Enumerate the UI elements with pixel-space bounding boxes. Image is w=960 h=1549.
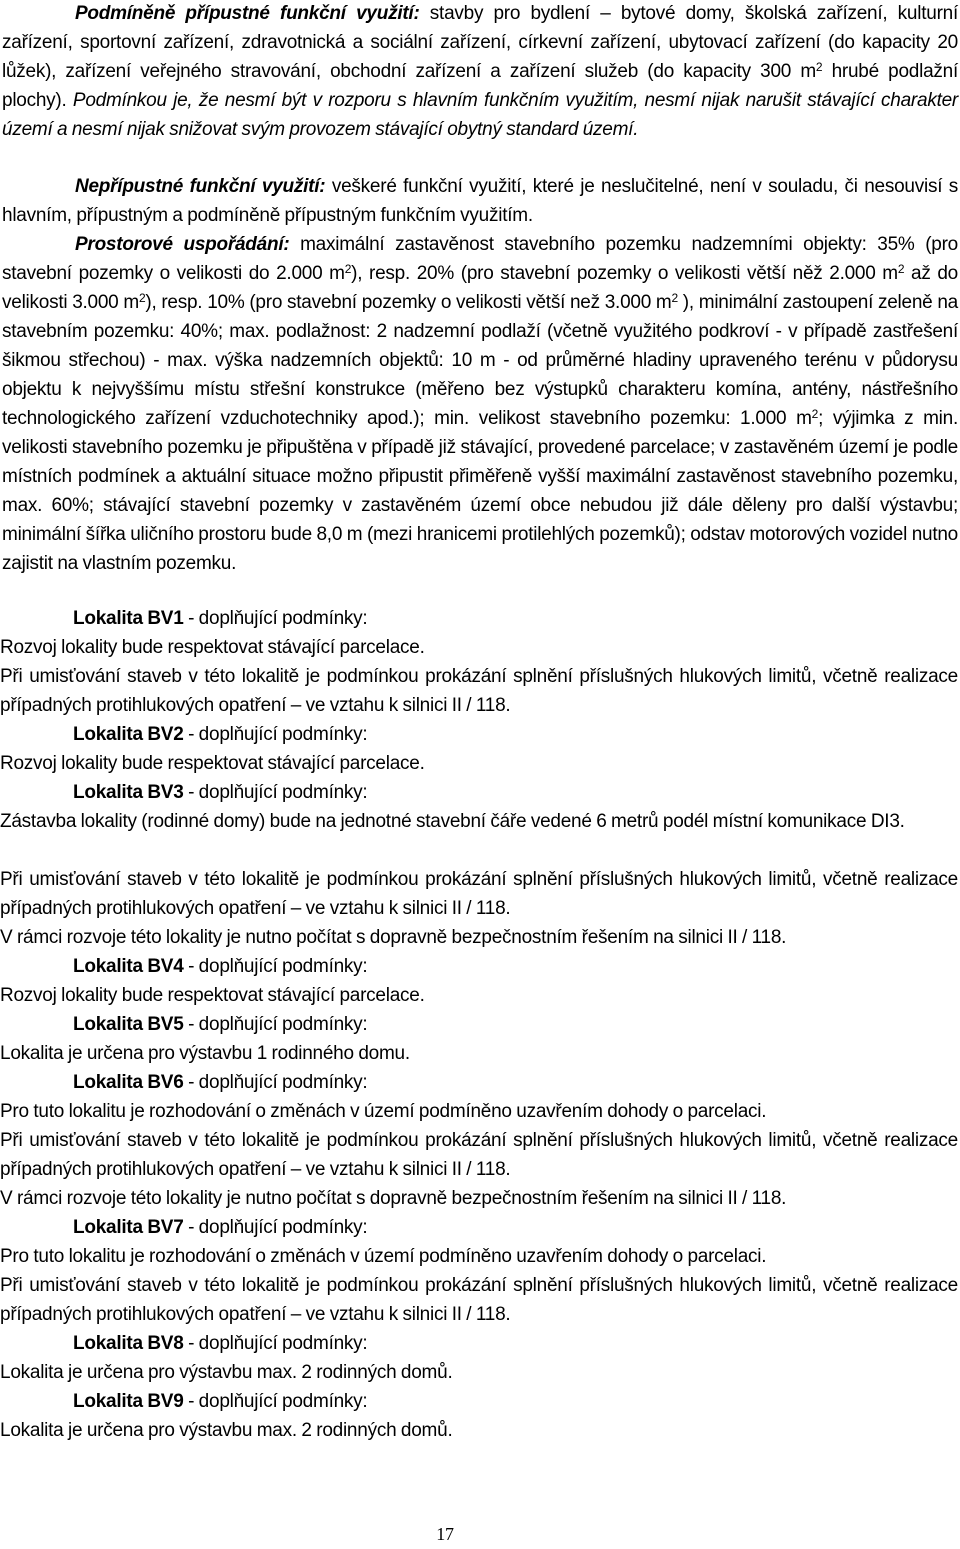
bv6-noise: Při umisťování staveb v této lokalitě je podmínkou prokázání splnění příslušných hlukových limitů, včetně realizace případných protihlukových opatření – ve vztahu k silnici II / 118. [0, 1130, 958, 1180]
bv7-noise: Při umisťování staveb v této lokalitě je podmínkou prokázání splnění příslušných hlukových limitů, včetně realizace případných protihlukových opatření – ve vztahu k silnici II / 118. [0, 1275, 958, 1325]
spatial-text-5: ), minimální zastoupení zeleně na stavebním pozemku: 40%; max. podlažnost: 2 nadzemní podlaží (včetně využitého podkroví - v případě zastřešení šikmou střechou) - max. výška nadzemních objektů: 10 m - od průměrné hladiny upraveného terénu v půdorysu objektu k nejvyššímu místu střešní konstrukce (měřeno bez výstupků charakteru komína, antény, nástřešního technologického zařízení vzduchotechniky apod.); min. velikost stavebního pozemku: 1.000 m [2, 292, 958, 429]
locality-label: Lokalita BV8 [73, 1333, 184, 1354]
bv6-agreement: Pro tuto lokalitu je rozhodování o změnách v území podmíněno uzavřením dohody o parcelaci. [0, 1101, 767, 1122]
locality-label: Lokalita BV1 [73, 608, 184, 629]
locality-suffix: - doplňující podmínky: [183, 956, 368, 977]
paragraph-prohibited-use [2, 172, 958, 230]
spatial-text-6: ; výjimka z min. velikosti stavebního pozemku je připuštěna v případě již stávající, provedené parcelace; v zastavěném území je podle místních podmínek a aktuální situace možno připustit přiměřeně vyšší maximální zastavěnost stavebního pozemku, max. 60%; stávající stavební pozemky v zastavěném území obce nebudou již dále děleny pro další výstavbu; minimální šířka uličního prostoru bude 8,0 m (mezi hranicemi protilehlých pozemků); odstav motorových vozidel nutno zajistit na vlastním pozemku. [2, 408, 958, 574]
page-number: 17 [436, 1524, 454, 1544]
locality-suffix: - doplňující podmínky: [183, 1391, 368, 1412]
bv3-traffic: V rámci rozvoje této lokality je nutno počítat s dopravně bezpečnostním řešením na silnici II / 118. [0, 927, 787, 948]
bv7-agreement: Pro tuto lokalitu je rozhodování o změnách v území podmíněno uzavřením dohody o parcelaci. [0, 1246, 767, 1267]
locality-label: Lokalita BV5 [73, 1014, 184, 1035]
conditional-use-condition: Podmínkou je, že nesmí být v rozporu s hlavním funkčním využitím, nesmí nijak narušit stávající charakter území a nesmí nijak snižovat svým provozem stávající obytný standard území. [2, 90, 958, 140]
locality-suffix: - doplňující podmínky: [183, 1217, 368, 1238]
heading-spatial-arrangement: Prostorové uspořádání: [75, 234, 290, 255]
locality-heading-bv8 [0, 1329, 958, 1358]
locality-label: Lokalita BV3 [73, 782, 184, 803]
paragraph-spatial-arrangement [2, 230, 958, 578]
bv3-noise: Při umisťování staveb v této lokalitě je podmínkou prokázání splnění příslušných hlukových limitů, včetně realizace případných protihlukových opatření – ve vztahu k silnici II / 118. [0, 869, 958, 919]
spatial-text-4: ), resp. 10% (pro stavební pozemky o velikosti větší než 3.000 m [145, 292, 672, 313]
conditional-use-text: stavby pro bydlení – bytové domy, školská zařízení, kulturní zařízení, sportovní zařízení, zdravotnická a sociální zařízení, církevní zařízení, ubytovací zařízení (do kapacity 20 lůžek), zařízení veřejného stravování, obchodní zařízení a zařízení služeb (do kapacity 300 m [2, 3, 958, 82]
locality-label: Lokalita BV2 [73, 724, 184, 745]
bv9-two-houses: Lokalita je určena pro výstavbu max. 2 rodinných domů. [0, 1420, 453, 1441]
locality-heading-bv1 [0, 604, 958, 633]
spatial-text-1: maximální zastavěnost stavebního pozemku nadzemními objekty: 35% (pro stavební pozemky o velikosti do 2.000 m [2, 234, 958, 284]
locality-heading-bv6 [0, 1068, 958, 1097]
locality-heading-bv4 [0, 952, 958, 981]
bv3-building-line: Zástavba lokality (rodinné domy) bude na jednotné stavební čáře vedené 6 metrů podél místní komunikace DI3. [0, 811, 905, 832]
heading-prohibited-use: Nepřípustné funkční využití: [75, 176, 326, 197]
superscript: 2 [897, 262, 905, 276]
locality-label: Lokalita BV6 [73, 1072, 184, 1093]
bv8-two-houses: Lokalita je určena pro výstavbu max. 2 rodinných domů. [0, 1362, 453, 1383]
conditional-use-text-end: hrubé podlažní plochy). [2, 61, 958, 111]
bv1-parcel: Rozvoj lokality bude respektovat stávající parcelace. [0, 637, 425, 658]
locality-heading-bv5 [0, 1010, 958, 1039]
locality-suffix: - doplňující podmínky: [183, 782, 368, 803]
bv5-one-house: Lokalita je určena pro výstavbu 1 rodinného domu. [0, 1043, 410, 1064]
locality-heading-bv7 [0, 1213, 958, 1242]
locality-suffix: - doplňující podmínky: [183, 724, 368, 745]
locality-suffix: - doplňující podmínky: [183, 608, 368, 629]
locality-label: Lokalita BV4 [73, 956, 184, 977]
superscript: 2 [671, 291, 678, 305]
superscript: 2 [811, 407, 819, 421]
locality-suffix: - doplňující podmínky: [183, 1072, 368, 1093]
locality-label: Lokalita BV9 [73, 1391, 184, 1412]
locality-suffix: - doplňující podmínky: [183, 1014, 368, 1035]
bv4-parcel: Rozvoj lokality bude respektovat stávající parcelace. [0, 985, 425, 1006]
locality-heading-bv3 [0, 778, 958, 807]
locality-suffix: - doplňující podmínky: [183, 1333, 368, 1354]
locality-label: Lokalita BV7 [73, 1217, 184, 1238]
bv1-noise: Při umisťování staveb v této lokalitě je podmínkou prokázání splnění příslušných hlukových limitů, včetně realizace případných protihlukových opatření – ve vztahu k silnici II / 118. [0, 666, 958, 716]
heading-conditional-use: Podmíněně přípustné funkční využití: [75, 3, 420, 24]
spatial-text-3: až do velikosti 3.000 m [2, 263, 958, 313]
superscript: 2 [815, 60, 823, 74]
superscript: 2 [138, 291, 146, 305]
locality-heading-bv9 [0, 1387, 958, 1416]
bv2-parcel: Rozvoj lokality bude respektovat stávající parcelace. [0, 753, 425, 774]
paragraph-conditional-use [2, 0, 958, 144]
locality-heading-bv2 [0, 720, 958, 749]
spatial-text-2: ), resp. 20% (pro stavební pozemky o velikosti větší něž 2.000 m [351, 263, 898, 284]
prohibited-use-text: veškeré funkční využití, které je neslučitelné, není v souladu, či nesouvisí s hlavním, přípustným a podmíněně přípustným funkčním využitím. [2, 176, 958, 226]
bv6-traffic: V rámci rozvoje této lokality je nutno počítat s dopravně bezpečnostním řešením na silnici II / 118. [0, 1188, 787, 1209]
superscript: 2 [344, 262, 352, 276]
